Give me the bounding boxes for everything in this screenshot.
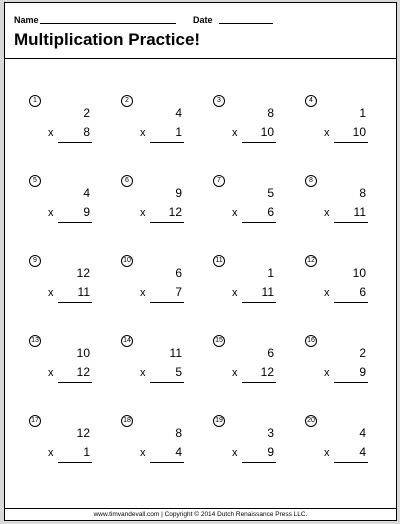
multiplicand: 1 bbox=[267, 266, 274, 280]
multiplier: 7 bbox=[175, 285, 182, 299]
multiply-sign: x bbox=[232, 287, 238, 299]
problem-number-badge: 20 bbox=[305, 415, 317, 427]
multiplicand: 4 bbox=[83, 186, 90, 200]
answer-line bbox=[242, 302, 276, 303]
multiplicand: 2 bbox=[83, 106, 90, 120]
multiplicand: 2 bbox=[359, 346, 366, 360]
multiplication-problem bbox=[25, 254, 117, 334]
date-blank-line bbox=[219, 23, 273, 24]
multiply-sign: x bbox=[324, 287, 330, 299]
multiply-sign: x bbox=[48, 207, 54, 219]
answer-line bbox=[334, 302, 368, 303]
multiply-sign: x bbox=[140, 447, 146, 459]
multiply-sign: x bbox=[140, 127, 146, 139]
answer-line bbox=[58, 302, 92, 303]
multiplier: 4 bbox=[359, 445, 366, 459]
multiply-sign: x bbox=[48, 127, 54, 139]
multiplicand: 12 bbox=[76, 266, 90, 280]
footer-copyright: www.timvandevall.com | Copyright © 2014 Dutch Renaissance Press LLC. bbox=[93, 511, 308, 518]
multiplication-problem bbox=[301, 334, 393, 414]
answer-line bbox=[58, 142, 92, 143]
problem-number-badge: 18 bbox=[121, 415, 133, 427]
answer-line bbox=[150, 382, 184, 383]
problem-number-badge: 5 bbox=[29, 175, 41, 187]
multiplier: 11 bbox=[77, 285, 90, 299]
answer-line bbox=[58, 462, 92, 463]
problem-number-badge: 13 bbox=[29, 335, 41, 347]
multiplicand: 10 bbox=[76, 346, 90, 360]
problem-grid bbox=[5, 94, 400, 494]
multiplication-problem bbox=[209, 414, 301, 494]
problem-number-badge: 15 bbox=[213, 335, 225, 347]
worksheet-page bbox=[4, 2, 397, 521]
answer-line bbox=[150, 302, 184, 303]
answer-line bbox=[150, 222, 184, 223]
multiplier: 6 bbox=[267, 205, 274, 219]
multiplicand: 8 bbox=[359, 186, 366, 200]
problem-number-badge: 7 bbox=[213, 175, 225, 187]
multiplication-problem bbox=[301, 94, 393, 174]
date-label: Date bbox=[193, 15, 213, 25]
multiplicand: 8 bbox=[175, 426, 182, 440]
multiplicand: 4 bbox=[175, 106, 182, 120]
multiplication-problem bbox=[25, 94, 117, 174]
multiplication-problem bbox=[301, 174, 393, 254]
page-title: Multiplication Practice! bbox=[14, 30, 201, 49]
multiply-sign: x bbox=[324, 207, 330, 219]
multiplier: 6 bbox=[359, 285, 366, 299]
multiplicand: 10 bbox=[352, 266, 366, 280]
name-label: Name bbox=[14, 15, 39, 25]
multiplier: 10 bbox=[260, 125, 274, 139]
multiplier: 5 bbox=[175, 365, 182, 379]
multiplier: 9 bbox=[267, 445, 274, 459]
answer-line bbox=[334, 382, 368, 383]
problem-number-badge: 14 bbox=[121, 335, 133, 347]
multiplication-problem bbox=[25, 174, 117, 254]
answer-line bbox=[334, 462, 368, 463]
multiplier: 8 bbox=[83, 125, 90, 139]
multiplier: 10 bbox=[352, 125, 366, 139]
footer-divider bbox=[5, 508, 396, 509]
problem-number-badge: 1 bbox=[29, 95, 41, 107]
multiplier: 1 bbox=[83, 445, 90, 459]
multiplication-problem bbox=[209, 254, 301, 334]
multiplier: 4 bbox=[175, 445, 182, 459]
multiplicand: 8 bbox=[267, 106, 274, 120]
problem-number-badge: 4 bbox=[305, 95, 317, 107]
answer-line bbox=[58, 222, 92, 223]
multiply-sign: x bbox=[48, 367, 54, 379]
multiplier: 11 bbox=[261, 285, 274, 299]
multiply-sign: x bbox=[324, 447, 330, 459]
problem-number-badge: 3 bbox=[213, 95, 225, 107]
multiplication-problem bbox=[117, 414, 209, 494]
multiplication-problem bbox=[301, 254, 393, 334]
problem-number-badge: 12 bbox=[305, 255, 317, 267]
multiply-sign: x bbox=[324, 127, 330, 139]
multiply-sign: x bbox=[48, 287, 54, 299]
problem-number-badge: 8 bbox=[305, 175, 317, 187]
multiplier: 12 bbox=[260, 365, 274, 379]
multiplication-problem bbox=[117, 94, 209, 174]
answer-line bbox=[150, 142, 184, 143]
multiplicand: 3 bbox=[267, 426, 274, 440]
problem-number-badge: 10 bbox=[121, 255, 133, 267]
answer-line bbox=[58, 382, 92, 383]
multiplicand: 12 bbox=[76, 426, 90, 440]
answer-line bbox=[150, 462, 184, 463]
multiplier: 1 bbox=[175, 125, 182, 139]
name-blank-line bbox=[40, 23, 176, 24]
multiplication-problem bbox=[301, 414, 393, 494]
multiply-sign: x bbox=[232, 127, 238, 139]
multiplication-problem bbox=[25, 414, 117, 494]
answer-line bbox=[334, 142, 368, 143]
multiply-sign: x bbox=[324, 367, 330, 379]
problem-number-badge: 16 bbox=[305, 335, 317, 347]
multiply-sign: x bbox=[140, 287, 146, 299]
multiplicand: 5 bbox=[267, 186, 274, 200]
multiplicand: 6 bbox=[175, 266, 182, 280]
multiplicand: 11 bbox=[169, 346, 182, 360]
multiplier: 9 bbox=[359, 365, 366, 379]
answer-line bbox=[242, 142, 276, 143]
problem-number-badge: 19 bbox=[213, 415, 225, 427]
multiplicand: 9 bbox=[175, 186, 182, 200]
multiplier: 12 bbox=[76, 365, 90, 379]
answer-line bbox=[242, 462, 276, 463]
multiplication-problem bbox=[117, 334, 209, 414]
multiply-sign: x bbox=[232, 207, 238, 219]
multiplicand: 6 bbox=[267, 346, 274, 360]
problem-number-badge: 17 bbox=[29, 415, 41, 427]
multiplication-problem bbox=[25, 334, 117, 414]
multiplication-problem bbox=[209, 94, 301, 174]
multiply-sign: x bbox=[140, 367, 146, 379]
multiplicand: 4 bbox=[359, 426, 366, 440]
multiplicand: 1 bbox=[359, 106, 366, 120]
problem-number-badge: 11 bbox=[213, 255, 225, 267]
multiplier: 12 bbox=[168, 205, 182, 219]
multiplication-problem bbox=[117, 174, 209, 254]
problem-number-badge: 9 bbox=[29, 255, 41, 267]
multiplication-problem bbox=[209, 334, 301, 414]
multiply-sign: x bbox=[48, 447, 54, 459]
multiply-sign: x bbox=[140, 207, 146, 219]
problem-number-badge: 6 bbox=[121, 175, 133, 187]
title-divider bbox=[5, 58, 396, 59]
answer-line bbox=[334, 222, 368, 223]
header-row bbox=[14, 15, 387, 29]
answer-line bbox=[242, 382, 276, 383]
multiply-sign: x bbox=[232, 367, 238, 379]
multiplier: 11 bbox=[353, 205, 366, 219]
problem-number-badge: 2 bbox=[121, 95, 133, 107]
multiplier: 9 bbox=[83, 205, 90, 219]
multiplication-problem bbox=[209, 174, 301, 254]
multiply-sign: x bbox=[232, 447, 238, 459]
answer-line bbox=[242, 222, 276, 223]
multiplication-problem bbox=[117, 254, 209, 334]
